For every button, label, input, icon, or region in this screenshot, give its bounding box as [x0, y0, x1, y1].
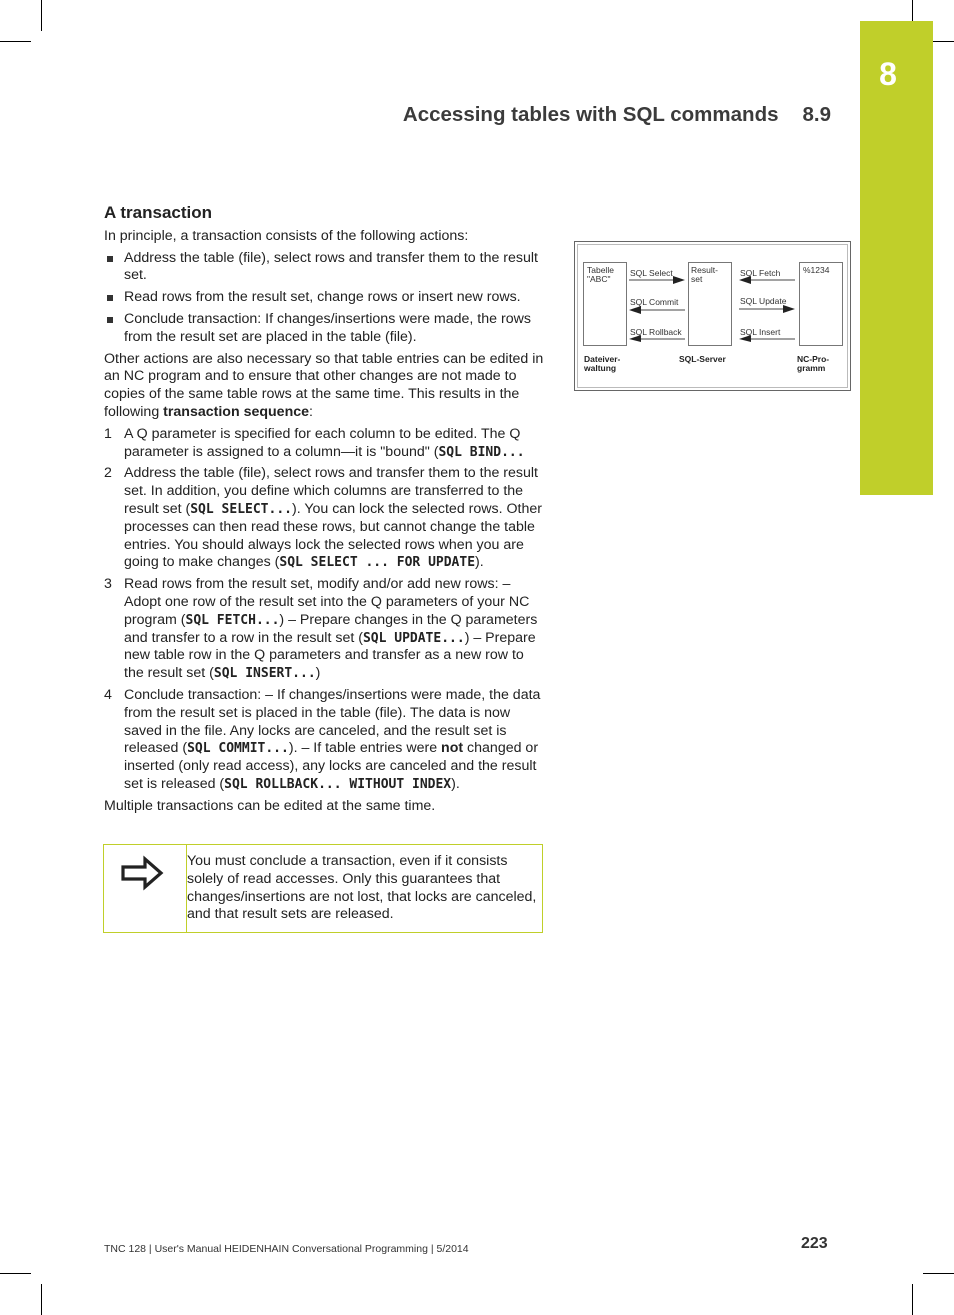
- arrow-label: SQL Rollback: [630, 327, 682, 337]
- code-term: SQL SELECT ... FOR UPDATE: [279, 555, 476, 571]
- running-head-section: 8.9: [802, 103, 831, 126]
- code-term: SQL ROLLBACK... WITHOUT INDEX: [224, 776, 452, 792]
- step-text: ). You can lock the selected rows. Other processes can then read these rows, but cannot change the table entries. You should always lock the selected rows when you are going to make changes (: [124, 500, 542, 571]
- arrow-label: SQL Fetch: [740, 268, 781, 278]
- nc-program-label: NC-Pro-gramm: [797, 354, 830, 373]
- step-number: 4: [104, 686, 112, 703]
- closing-paragraph: Multiple transactions can be edited at the same time.: [104, 797, 436, 814]
- nc-box-label: %1234: [803, 265, 830, 275]
- running-head-title: Accessing tables with SQL commands: [402, 103, 779, 126]
- bold-term: not: [441, 740, 464, 757]
- arrow-right-icon: [120, 855, 166, 891]
- code-term: SQL BIND...: [438, 444, 525, 460]
- section-heading: A transaction: [104, 203, 213, 222]
- step-item: [104, 465, 544, 572]
- step-text: ). – If table entries were: [288, 740, 442, 757]
- code-term: SQL SELECT...: [190, 501, 292, 517]
- crop-mark: [0, 41, 31, 42]
- table-box-label: Tabelle "ABC": [587, 265, 614, 284]
- paragraph-text: :: [309, 403, 313, 420]
- step-number: 1: [104, 425, 112, 442]
- step-text: ).: [475, 554, 484, 571]
- code-term: SQL UPDATE...: [362, 630, 465, 646]
- step-text: Read rows from the result set, modify and/or add new rows: – Adopt one row of the result set into the Q parameters of your NC program (: [124, 576, 530, 628]
- paragraph-text: Other actions are also necessary so that table entries can be edited in an NC program and to ensure that other changes are not made to copies of the same table rows at the same time. This results in the following: [104, 350, 544, 420]
- sql-transaction-diagram: [574, 241, 851, 391]
- file-management-label: Dateiver-waltung: [584, 354, 621, 373]
- footer-text: TNC 128 | User's Manual HEIDENHAIN Conversational Programming | 5/2014: [104, 1243, 469, 1255]
- arrow-label: SQL Update: [740, 296, 787, 306]
- step-number: 2: [104, 465, 112, 482]
- running-head: [403, 103, 831, 127]
- main-content: [104, 204, 544, 820]
- step-text: Address the table (file), select rows and transfer them to the result set. In addition, you define which columns are transferred to the result set (: [124, 465, 538, 517]
- crop-mark: [41, 1284, 42, 1315]
- step-text: changed or inserted (only read access), any locks are canceled and the result set is released (: [124, 740, 539, 792]
- sequence-steps: [104, 426, 544, 794]
- code-term: SQL FETCH...: [185, 612, 280, 628]
- step-text: Conclude transaction: – If changes/insertions were made, the data from the result set is placed in the table (file). The data is now saved in the file. Any locks are canceled, and the result set is released (: [124, 686, 541, 757]
- crop-mark: [912, 1284, 913, 1315]
- note-text: You must conclude a transaction, even if it consists solely of read accesses. Only this guarantees that changes/insertions are not lost, that locks are canceled, and that result sets are released.: [187, 853, 537, 923]
- intro-paragraph: In principle, a transaction consists of the following actions:: [104, 227, 469, 244]
- arrow-label: SQL Insert: [740, 327, 781, 337]
- arrows-right-icon: [737, 272, 797, 342]
- step-number: 3: [104, 576, 112, 593]
- arrow-label: SQL Commit: [630, 297, 679, 307]
- step-text: ) – Prepare new table row in the Q parameters and transfer as a new row to the result set (: [124, 629, 536, 682]
- note-box: [103, 844, 543, 933]
- action-list: [104, 250, 544, 347]
- arrow-label: SQL Select: [630, 268, 673, 278]
- sequence-paragraph: [104, 351, 544, 422]
- sql-server-label: SQL-Server: [679, 354, 726, 364]
- step-item: [104, 426, 544, 462]
- step-item: [104, 576, 544, 683]
- crop-mark: [41, 0, 42, 31]
- step-item: [104, 687, 544, 794]
- arrows-left-icon: [627, 272, 687, 342]
- step-text: ) – Prepare changes in the Q parameters and transfer to a row in the result set (: [124, 611, 538, 646]
- step-text: ): [315, 665, 321, 682]
- bold-term: transaction sequence: [163, 403, 310, 420]
- crop-mark: [0, 1273, 31, 1274]
- step-text: ).: [451, 775, 460, 792]
- list-item: Conclude transaction: If changes/insertions were made, the rows from the result set are placed in the table (file).: [104, 311, 544, 347]
- page-number: 223: [801, 1235, 828, 1252]
- list-item: Read rows from the result set, change rows or insert new rows.: [104, 289, 544, 307]
- result-box-label: Result-set: [691, 265, 718, 284]
- crop-mark: [923, 1273, 954, 1274]
- code-term: SQL COMMIT...: [187, 741, 289, 757]
- chapter-number: 8: [879, 56, 897, 92]
- list-item: Address the table (file), select rows and transfer them to the result set.: [104, 250, 544, 286]
- code-term: SQL INSERT...: [213, 666, 316, 682]
- step-text: A Q parameter is specified for each column to be edited. The Q parameter is assigned to a column—it is "bound" (: [124, 425, 521, 460]
